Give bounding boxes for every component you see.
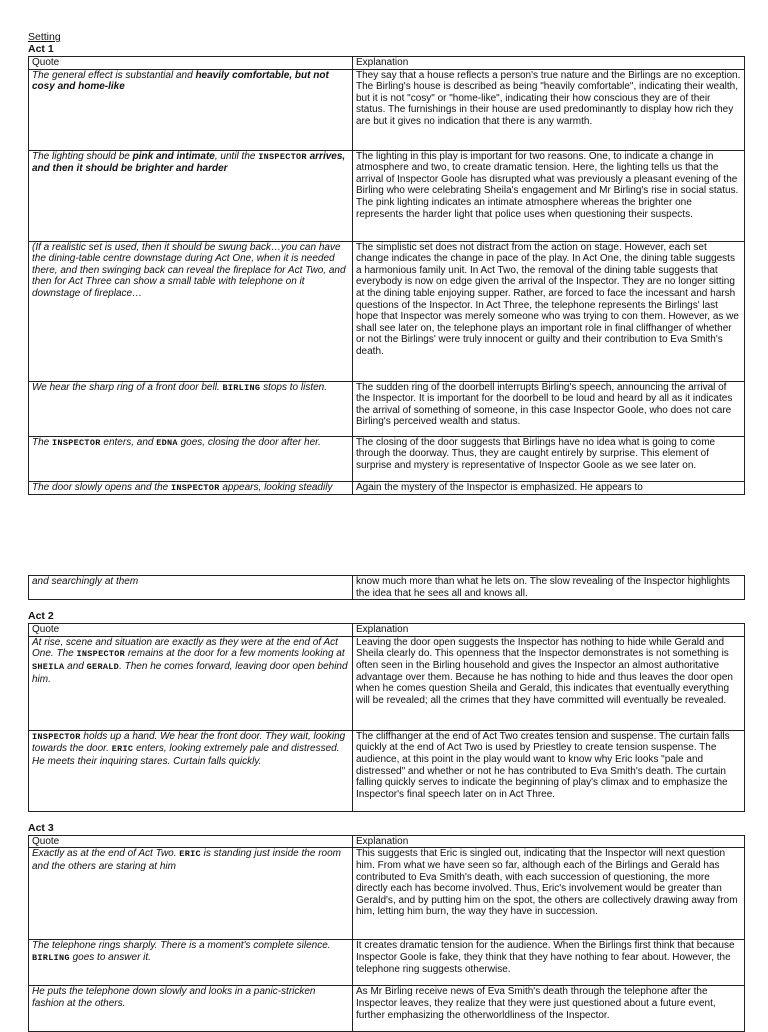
- explanation-cell: The cliffhanger at the end of Act Two creates tension and suspense. The curtain falls quickly at the end of Act Two is used by Priestley to create tension suspense. The audience, at this point in the play would want to know why Eric looks "pale and distressed" and whether or not he has contributed to Eva Smith's death. The curtain falling quickly serves to indicate the beginning of play's climax and to emphasize the Inspector's final speech later on in Act Three.: [353, 730, 745, 811]
- table-row: [29, 481, 745, 495]
- act3-table: [28, 835, 745, 1032]
- quote-text: . Then he comes forward, leaving door open behind him.: [32, 660, 348, 685]
- table-row: [29, 986, 745, 1032]
- explanation-cell: As Mr Birling receive news of Eva Smith's death through the telephone after the Inspector leaves, they realize that they were just questioned about a future event, further emphasizing the otherworldliness of the Inspector.: [353, 986, 745, 1032]
- quote-text: We hear the sharp ring of a front door bell.: [32, 381, 223, 393]
- explanation-cell: Again the mystery of the Inspector is emphasized. He appears to: [353, 481, 745, 495]
- setting-heading: Setting: [28, 31, 61, 43]
- quote-text: enters, looking extremely pale and distressed. He meets their inquiring stares. Curtain falls quickly.: [32, 743, 340, 767]
- character-name: BIRLING: [32, 952, 70, 963]
- explanation-cell: know much more than what he lets on. The slow revealing of the Inspector highlights the idea that he sees all and knows all.: [353, 576, 745, 600]
- character-name: SHEILA: [32, 661, 65, 672]
- character-name: ERIC: [179, 849, 201, 860]
- quote-text: goes to answer it.: [69, 951, 151, 963]
- quote-cell: and searchingly at them: [29, 576, 353, 600]
- table-row: [29, 636, 745, 730]
- quote-header: Quote: [29, 57, 353, 70]
- quote-cell: [29, 69, 353, 150]
- quote-text: Exactly as at the end of Act Two.: [32, 848, 180, 860]
- act1-section: [28, 31, 744, 495]
- table-header-row: [29, 57, 745, 70]
- quote-cell: (If a realistic set is used, then it should be swung back…you can have the dining-table centre downstage during Act One, when it is needed there, and then swinging back can reveal the fireplace for Act Two, and then for Act Three can show a small table with telephone on it downstage of fireplace…: [29, 241, 353, 381]
- quote-cell: [29, 636, 353, 730]
- explanation-cell: The sudden ring of the doorbell interrupts Birling's speech, announcing the arrival of the Inspector. It is important for the doorbell to be loud and heard by all as it indicates the arrival of something of someone, in this case Inspector Goole, who does not care Birling's perceived wealth and status.: [353, 381, 745, 436]
- table-header-row: [29, 835, 745, 848]
- table-row: [29, 940, 745, 986]
- quote-text: goes, closing the door after her.: [177, 436, 321, 448]
- quote-emphasis: heavily comfortable, but not cosy and home-like: [32, 69, 329, 93]
- character-name: INSPECTOR: [32, 731, 81, 742]
- act1-continued-table: [28, 575, 745, 600]
- quote-cell: [29, 436, 353, 481]
- character-name: INSPECTOR: [170, 482, 220, 493]
- explanation-cell: The simplistic set does not distract from the action on stage. However, each set change indicates the change in pace of the play. In Act One, the dining table suggests a harmonious family unit. In Act Two, the removal of the dining table suggests that everybody is now on edge given the arrival of the Inspector. They are no longer sitting at the dining table enjoying supper. Rather, are forced to face the incessant and harsh questions of the Inspector. In Act Three, the telephone represents the Birlings' last hope that Inspector was merely someone who was trying to con them. However, as we shall see later on, the telephone plays an important role in final cliffhanger of whether or not the Birlings' were truly innocent or guilty and their contribution to Eva Smith's death.: [353, 241, 745, 381]
- character-name: INSPECTOR: [76, 649, 126, 660]
- table-row: [29, 150, 745, 241]
- explanation-header: Explanation: [353, 624, 745, 637]
- quote-text: is standing just inside the room and the others are staring at him: [32, 848, 341, 872]
- quote-text: The lighting should be: [32, 150, 133, 162]
- character-name: INSPECTOR: [52, 437, 101, 448]
- act1-title: Act 1: [28, 43, 54, 55]
- quote-text: The door slowly opens and the: [32, 481, 171, 493]
- table-row: [29, 576, 745, 600]
- quote-cell: [29, 848, 353, 940]
- quote-text: At rise, scene and situation are exactly as they were at the end of Act One. The: [32, 636, 338, 660]
- quote-text: The general effect is substantial and: [32, 69, 196, 81]
- table-row: [29, 69, 745, 150]
- quote-emphasis: arrives, and then it should be brighter and harder: [32, 150, 346, 175]
- table-row: [29, 730, 745, 811]
- continued-section: [28, 575, 744, 1032]
- explanation-cell: This suggests that Eric is singled out, indicating that the Inspector will next question him. From what we have seen so far, although each of the Birlings and Gerald has contributed to Eva Smith's death, with each succession of questioning, the more directly each has become involved. Thus, Eric's involvement would be greater than Gerald's, and by putting him on the spot, the others are collectively drawing away from him, letting him burn, the way they have in succession.: [353, 848, 745, 940]
- act3-title: Act 3: [28, 821, 54, 834]
- quote-text: , until the: [214, 150, 259, 162]
- explanation-cell: Leaving the door open suggests the Inspector has nothing to hide while Gerald and Sheila clearly do. This openness that the Inspector demonstrates is not something is often seen in the Birling household and gives the Inspector an almost authoritative advantage over them. Because he has nothing to hide and thus leaves the door open when he comes question Sheila and Gerald, this indicates that eventually everything will be revealed; all the crimes that they have committed will eventually be revealed.: [353, 636, 745, 730]
- table-row: [29, 848, 745, 940]
- quote-text: enters, and: [100, 436, 157, 448]
- quote-emphasis: pink and intimate: [132, 150, 215, 162]
- explanation-cell: It creates dramatic tension for the audience. When the Birlings first think that because Inspector Goole is fake, they think that they have nothing to fear about. However, the telephone ring suggests otherwise.: [353, 940, 745, 986]
- act1-table: [28, 56, 745, 495]
- explanation-cell: The closing of the door suggests that Birlings have no idea what is going to come through the doorway. Thus, they are caught entirely by surprise. This element of surprise and mystery is representative of Inspector Goole as we see later on.: [353, 436, 745, 481]
- table-row: [29, 241, 745, 381]
- table-header-row: [29, 624, 745, 637]
- quote-text: The: [32, 436, 53, 448]
- quote-cell: He puts the telephone down slowly and looks in a panic-stricken fashion at the others.: [29, 986, 353, 1032]
- quote-text: appears, looking steadily: [219, 481, 333, 493]
- explanation-cell: The lighting in this play is important for two reasons. One, to indicate a change in atmosphere and two, to create dramatic tension. Here, the lighting tells us that the arrival of Inspector Goole has disrupted what was previously a pleasant evening of the Birling who were celebrating Sheila's engagement and Mr Birling's rise in social status. The pink lighting indicates an intimate atmosphere whereas the brighter one represents the harder light that police uses when questioning their suspects.: [353, 150, 745, 241]
- quote-text: holds up a hand. We hear the front door. They wait, looking towards the door.: [32, 730, 346, 755]
- character-name: GERALD: [86, 661, 120, 672]
- explanation-header: Explanation: [353, 835, 745, 848]
- quote-text: remains at the door for a few moments looking at: [125, 648, 345, 660]
- table-row: [29, 436, 745, 481]
- act2-title: Act 2: [28, 610, 54, 623]
- quote-text: and: [64, 660, 87, 672]
- act2-table: [28, 623, 745, 812]
- character-name: BIRLING: [222, 382, 261, 393]
- quote-cell: [29, 150, 353, 241]
- quote-cell: [29, 481, 353, 495]
- explanation-cell: They say that a house reflects a person's true nature and the Birlings are no exception. The Birling's house is described as being "heavily comfortable", indicating their wealth, but it is not "cosy" or "home-like", indicating their how conscious they are of their status. The furnishings in their house are used predominantly to display how rich they are but it gives no indication that there is any warmth.: [353, 69, 745, 150]
- page-break: [0, 506, 768, 570]
- explanation-header: Explanation: [353, 57, 745, 70]
- quote-header: Quote: [29, 835, 353, 848]
- quote-cell: [29, 381, 353, 436]
- quote-cell: [29, 730, 353, 811]
- character-name: INSPECTOR: [258, 151, 307, 162]
- quote-cell: [29, 940, 353, 986]
- table-row: [29, 381, 745, 436]
- quote-header: Quote: [29, 624, 353, 637]
- character-name: EDNA: [156, 437, 178, 448]
- quote-text: stops to listen.: [260, 381, 327, 393]
- quote-text: The telephone rings sharply. There is a moment's complete silence.: [32, 940, 331, 952]
- character-name: ERIC: [111, 744, 134, 755]
